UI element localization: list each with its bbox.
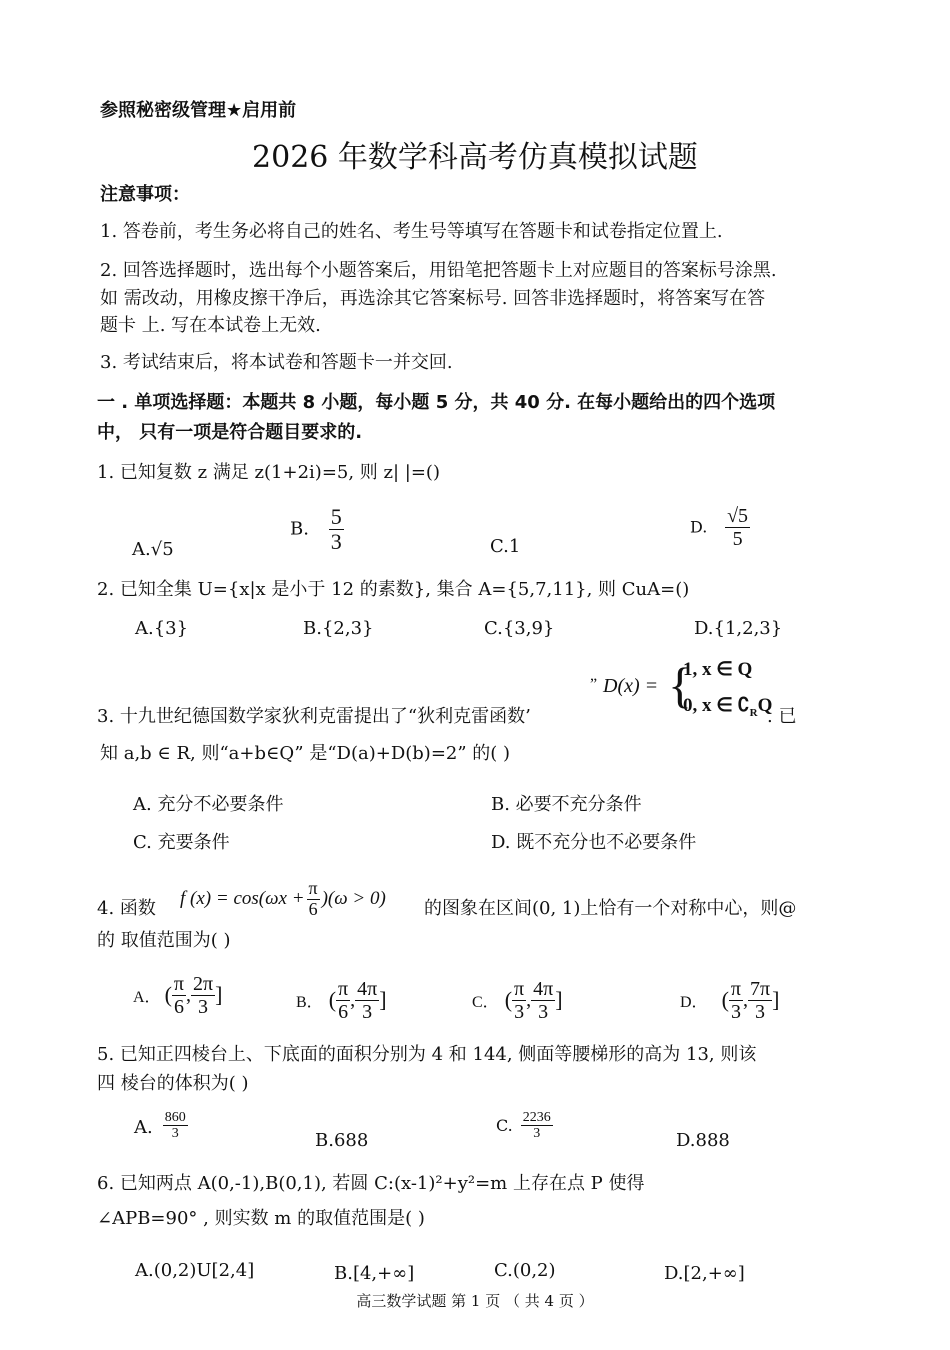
q4-option-c-num-2: 4π xyxy=(533,977,554,1000)
q3-option-a: A. 充分不必要条件 xyxy=(133,794,284,815)
q5-option-a-numerator: 860 xyxy=(164,1110,186,1125)
q3-brace: { xyxy=(668,657,692,713)
notice-item-2-line-1: 2. 回答选择题时，选出每个小题答案后，用铅笔把答题卡上对应题目的答案标号涂黑. xyxy=(100,260,777,281)
q5-stem-line-1: 5. 已知正四棱台上、下底面的面积分别为 4 和 144, 侧面等腰梯形的高为 13, 则该 xyxy=(97,1044,757,1065)
q4-option-a-den-1: 6 xyxy=(173,995,184,1018)
notice-item-1: 1. 答卷前，考生务必将自己的姓名、考生号等填写在答题卡和试卷指定位置上. xyxy=(100,221,723,242)
q5-option-a-fraction xyxy=(163,1110,188,1142)
q6-option-b: B.[4,+∞] xyxy=(334,1263,415,1284)
q4-option-c-den-1: 3 xyxy=(514,1000,525,1023)
q3-case-2 xyxy=(683,694,772,719)
q4-option-b-frac-1 xyxy=(336,978,350,1023)
q4-option-b-den-2: 3 xyxy=(362,1000,373,1023)
q4-option-c-frac-2 xyxy=(531,978,555,1023)
q4-option-b-frac-2 xyxy=(355,978,379,1023)
q3-quote-mark: ” xyxy=(590,676,598,693)
q4-option-d-num-2: 7π xyxy=(750,977,771,1000)
q4-function-numerator: π xyxy=(308,877,318,898)
q5-stem-line-2: 四 棱台的体积为( ) xyxy=(97,1073,249,1094)
q5-option-c-fraction xyxy=(521,1110,553,1142)
q3-stem-line-2: 知 a,b ∈ R, 则“a+b∈Q” 是“D(a)+D(b)=2” 的( ) xyxy=(100,743,511,764)
q5-option-c xyxy=(496,1110,553,1142)
q1-option-b-numerator: 5 xyxy=(330,504,342,529)
q4-option-d-label: D． xyxy=(680,993,708,1011)
q1-option-b-label: B. xyxy=(290,518,309,540)
q4-option-c-den-2: 3 xyxy=(538,1000,549,1023)
q4-option-b-den-1: 6 xyxy=(338,1000,349,1023)
notice-item-3: 3. 考试结束后，将本试卷和答题卡一并交回. xyxy=(100,352,453,373)
q2-option-c: C.{3,9} xyxy=(484,618,555,639)
q3-option-c: C. 充要条件 xyxy=(133,832,230,853)
q1-option-b xyxy=(290,505,344,554)
q2-option-a: A.{3} xyxy=(135,618,189,639)
q4-option-a-num-2: 2π xyxy=(193,972,214,995)
q1-option-d-fraction xyxy=(725,505,750,550)
q1-stem: 1. 已知复数 z 满足 z(1+2i)=5, 则 z| |=() xyxy=(97,462,440,483)
page-title: 2026 年数学科高考仿真模拟试题 xyxy=(252,140,698,175)
q4-option-c: C． ( $\frac{\pi}{3}$ , $\frac{4\pi}{3}$ ] xyxy=(472,977,563,1023)
q3-option-b: B. 必要不充分条件 xyxy=(491,794,642,815)
q5-option-c-numerator: 2236 xyxy=(522,1110,551,1125)
q6-option-a: A.(0,2)U[2,4] xyxy=(135,1260,255,1281)
q5-option-a-denominator: 3 xyxy=(171,1126,179,1142)
q1-option-a: A.√5 xyxy=(132,539,174,560)
q4-option-b-label: B． xyxy=(296,993,323,1011)
q3-stem-tail: . 已 xyxy=(767,706,797,727)
q4-stem-line-2: 的 取值范围为( ) xyxy=(97,930,231,951)
q4-option-b: B． ( $\frac{\pi}{6}$ , $\frac{4\pi}{3}$ ] xyxy=(296,977,387,1023)
q4-option-d: D． ( $\frac{\pi}{3}$ , $\frac{7\pi}{3}$ ] xyxy=(680,977,780,1023)
q4-option-b-num-1: π xyxy=(338,977,349,1000)
q4-option-d-num-1: π xyxy=(730,977,741,1000)
q1-option-b-fraction xyxy=(329,505,344,554)
page-footer: 高三数学试题 第 1 页 （ 共 4 页 ） xyxy=(356,1292,594,1310)
secret-label: 参照秘密级管理★启用前 xyxy=(100,100,297,121)
q4-option-c-num-1: π xyxy=(514,977,525,1000)
q5-option-a-label: A. xyxy=(134,1116,153,1138)
q3-case-2-tail: Q xyxy=(757,695,773,716)
q1-option-d-numerator: √5 xyxy=(727,505,749,527)
q1-option-d-denominator: 5 xyxy=(732,528,743,550)
q4-option-d-den-2: 3 xyxy=(755,1000,766,1023)
q4-option-a-num-1: π xyxy=(173,972,184,995)
q6-option-c: C.(0,2) xyxy=(494,1260,556,1281)
q6-option-d: D.[2,+∞] xyxy=(664,1263,745,1284)
q4-option-a-frac-2 xyxy=(191,973,215,1018)
q4-option-a: A． ( $\frac{\pi}{6}$ , $\frac{2\pi}{3}$ ] xyxy=(133,972,223,1018)
q5-option-c-denominator: 3 xyxy=(533,1126,541,1142)
q1-option-d xyxy=(690,505,750,550)
q4-option-a-label: A． xyxy=(133,988,161,1006)
q1-option-b-denominator: 3 xyxy=(330,529,342,555)
q4-stem-suffix: 的图象在区间(0, 1)上恰有一个对称中心，则@ xyxy=(424,898,797,919)
q2-stem: 2. 已知全集 U={x|x 是小于 12 的素数}, 集合 A={5,7,11}, 则 CuA=() xyxy=(97,579,690,600)
q3-case-1: 1, x ∈ Q xyxy=(683,659,753,680)
q4-option-a-frac-1 xyxy=(172,973,186,1018)
q4-function-left: f (x) = cos(ωx + xyxy=(180,888,305,909)
q4-function-denominator: 6 xyxy=(308,898,318,919)
q4-function-right: )(ω > 0) xyxy=(321,888,386,909)
notice-heading: 注意事项： xyxy=(100,184,190,205)
q5-option-c-label: C. xyxy=(496,1115,513,1135)
q5-option-d: D.888 xyxy=(676,1130,730,1151)
q4-function xyxy=(180,871,386,927)
section-heading-line-1: 一 . 单项选择题：本题共 8 小题，每小题 5 分，共 40 分. 在每小题给出的四个选项 xyxy=(97,392,776,413)
q3-option-d: D. 既不充分也不必要条件 xyxy=(491,832,697,853)
q4-option-d-frac-2 xyxy=(748,978,772,1023)
q6-stem-line-2: ∠APB=90° , 则实数 m 的取值范围是( ) xyxy=(97,1208,425,1229)
q4-option-c-label: C． xyxy=(472,993,499,1011)
q5-option-b: B.688 xyxy=(315,1130,369,1151)
q4-option-c-frac-1 xyxy=(512,978,526,1023)
q6-stem-line-1: 6. 已知两点 A(0,-1),B(0,1), 若圆 C:(x-1)²+y²=m 上存在点 P 使得 xyxy=(97,1173,645,1194)
q2-option-b: B.{2,3} xyxy=(303,618,374,639)
q3-case-2-text: 0, x ∈ ∁ xyxy=(683,695,750,716)
q4-stem-prefix: 4. 函数 xyxy=(97,898,156,919)
q3-function-lhs: D(x) = xyxy=(603,675,659,697)
q3-case-2-subscript: R xyxy=(749,706,758,719)
q2-option-d: D.{1,2,3} xyxy=(694,618,783,639)
q4-option-a-den-2: 3 xyxy=(198,995,209,1018)
q5-option-a xyxy=(134,1110,188,1142)
q4-option-d-frac-1 xyxy=(729,978,743,1023)
notice-item-2-line-3: 题卡 上. 写在本试卷上无效. xyxy=(100,315,321,336)
q1-option-d-label: D. xyxy=(690,517,708,537)
q4-option-d-den-1: 3 xyxy=(730,1000,741,1023)
section-heading-line-2: 中， 只有一项是符合题目要求的. xyxy=(97,422,363,443)
q4-function-fraction xyxy=(307,879,320,920)
q3-stem-part-1: 3. 十九世纪德国数学家狄利克雷提出了“狄利克雷函数’ xyxy=(97,706,531,727)
notice-item-2-line-2: 如 需改动，用橡皮擦干净后，再选涂其它答案标号. 回答非选择题时，将答案写在答 xyxy=(100,288,766,309)
q1-option-c: C.1 xyxy=(490,536,521,557)
q4-option-b-num-2: 4π xyxy=(357,977,378,1000)
